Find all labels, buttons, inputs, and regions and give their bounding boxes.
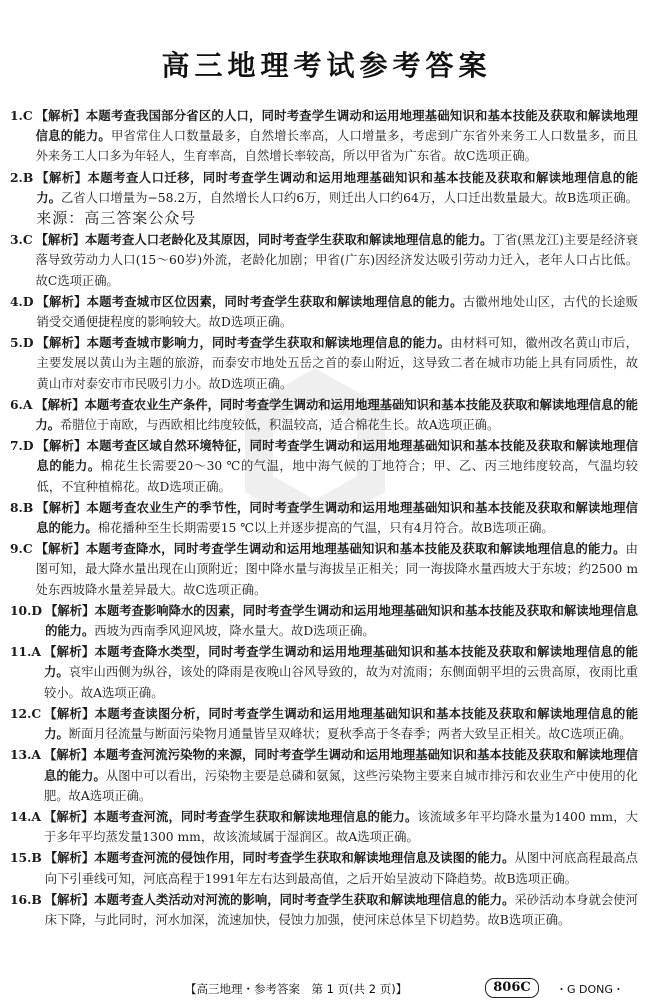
answer-body xyxy=(45,890,638,930)
analysis-text: 由图可知，最大降水量出现在山顶附近；图中降水量与海拔呈正相关；同一海拔降水量西坡大于东坡；约2500 m处东西坡降水量差异最大。故C选项正确。 xyxy=(35,542,638,597)
analysis-tag: 【解析】 xyxy=(35,396,85,412)
analysis-text: 棉花生长需要20～30 ℃的气温，地中海气候的丁地符合；甲、乙、丙三地纬度较高，气温均较低，不宜种植棉花。故D选项正确。 xyxy=(36,459,638,494)
answer-body xyxy=(37,436,638,497)
answer-body xyxy=(44,704,638,744)
answer-number: 16.B xyxy=(10,891,42,907)
analysis-tag: 【解析】 xyxy=(35,108,86,123)
answer-item xyxy=(10,539,638,600)
answer-body xyxy=(45,601,638,641)
analysis-tag: 【解析】 xyxy=(43,644,95,660)
answer-number: 6.A xyxy=(10,396,33,412)
answer-number: 8.B xyxy=(10,499,34,515)
analysis-tag: 【解析】 xyxy=(43,747,94,763)
analysis-text: 西坡为西南季风迎风坡，降水量大。故D选项正确。 xyxy=(94,624,375,639)
footer-brand: ・G DONG・ xyxy=(556,983,624,996)
answer-item xyxy=(10,333,638,394)
analysis-stem: 本题考查降水类型，同时考查学生调动和运用地理基础知识和基本技能及获取和解读地理信息的能力。 xyxy=(43,644,638,680)
answer-body xyxy=(36,230,638,291)
analysis-text: 该流域多年平均降水量为1400 mm，大于多年平均蒸发量1300 mm，故该流域属于湿润区。故A选项正确。 xyxy=(43,809,638,845)
footer-page-info: 【高三地理・参考答案 第 1 页(共 2 页)】 xyxy=(185,982,408,996)
answer-body xyxy=(37,292,638,332)
analysis-stem: 本题考查城市影响力，同时考查学生获取和解读地理信息的能力。 xyxy=(86,335,451,351)
analysis-tag: 【解析】 xyxy=(36,169,88,185)
analysis-tag: 【解析】 xyxy=(44,705,95,721)
analysis-text: 棉花播种至生长期需要15 ℃以上并逐步提高的气温，只有4月符合。故B选项正确。 xyxy=(97,521,554,536)
answer-item xyxy=(10,601,638,641)
analysis-text: 哀牢山西侧为纵谷，该处的降雨是夜晚山谷风导致的，故为对流雨；东侧面朝平坦的云贵高原，夜雨比重较小。故A选项正确。 xyxy=(43,665,638,700)
analysis-stem: 本题考查读图分析，同时考查学生调动和运用地理基础知识和基本技能及获取和解读地理信息的能力。 xyxy=(44,705,638,742)
analysis-text: 从图中河底高程最高点向下引垂线可知，河底高程于1991年左右达到最高值，之后开始呈波动下降趋势。故B选项正确。 xyxy=(44,851,638,886)
answer-body xyxy=(44,642,638,703)
analysis-text: 从图中可以看出，污染物主要是总磷和氨氮，这些污染物主要来自城市排污和农业生产中使用的化肥。故A选项正确。 xyxy=(43,768,638,803)
analysis-stem: 本题考查农业生产的季节性，同时考查学生调动和运用地理基础知识和基本技能及获取和解读地理信息的能力。 xyxy=(36,499,638,536)
answer-number: 11.A xyxy=(10,644,41,660)
answer-item xyxy=(10,745,638,806)
analysis-tag: 【解析】 xyxy=(36,438,87,454)
page-title: 高三地理考试参考答案 xyxy=(161,49,492,82)
answer-body xyxy=(45,848,638,888)
answer-item xyxy=(10,230,638,291)
analysis-text: 由材料可知，徽州改名黄山市后，主要发展以黄山为主题的旅游，而泰安市地处五岳之首的泰山附近，这导致二者在城市功能上具有同质性，故黄山市对泰安市市民吸引力小。故D选项正确。 xyxy=(36,336,638,391)
answer-item xyxy=(10,106,638,167)
answer-number: 5.D xyxy=(10,335,34,351)
answer-item xyxy=(10,292,638,332)
analysis-stem: 本题考查区域自然环境特征，同时考查学生调动和运用地理基础知识和基本技能及获取和解读地理信息的能力。 xyxy=(36,438,638,474)
analysis-tag: 【解析】 xyxy=(36,335,87,351)
answer-body xyxy=(36,106,638,167)
answer-number: 14.A xyxy=(10,808,41,824)
answer-body xyxy=(36,168,638,230)
analysis-text: 采砂活动本身就会使河床下降，与此同时，河水加深，流速加快，侵蚀力加强，使河床总体呈下切趋势。故B选项正确。 xyxy=(44,892,638,927)
analysis-stem: 本题考查人口老龄化及其原因，同时考查学生获取和解读地理信息的能力。 xyxy=(85,232,493,248)
answer-body xyxy=(44,807,638,847)
answer-number: 2.B xyxy=(10,169,34,185)
answer-number: 3.C xyxy=(10,232,33,248)
answer-body xyxy=(36,539,638,600)
analysis-tag: 【解析】 xyxy=(36,293,87,309)
answer-item xyxy=(10,890,638,930)
footer-exam-code: 806C xyxy=(485,978,539,998)
analysis-text: 乙省人口增量为−58.2万，自然增长人口约6万，则迁出人口约64万，人口迁出数量最大。故B选项正确。 xyxy=(60,190,638,205)
answer-number: 9.C xyxy=(10,541,33,557)
answer-number: 1.C xyxy=(10,108,33,123)
answer-list xyxy=(10,106,638,931)
answer-item xyxy=(10,498,638,538)
answer-number: 15.B xyxy=(10,850,42,866)
analysis-stem: 本题考查人口迁移，同时考查学生调动和运用地理基础知识和基本技能及获取和解读地理信息的能力。 xyxy=(36,169,638,205)
answer-item xyxy=(10,436,638,497)
answer-number: 4.D xyxy=(10,293,34,309)
answer-body xyxy=(37,333,638,394)
answer-body xyxy=(36,498,638,538)
answer-item xyxy=(10,642,638,703)
analysis-text: 甲省常住人口数量最多，自然增长率高，人口增量多，考虑到广东省外来务工人口数量多，而且外来务工人口多为年轻人，生育率高，自然增长率较高，所以甲省为广东省。故C选项正确。 xyxy=(35,129,638,164)
answer-body xyxy=(35,395,638,435)
analysis-stem: 本题考查人类活动对河流的影响，同时考查学生获取和解读地理信息的能力。 xyxy=(94,891,515,907)
analysis-text: 古徽州地处山区，古代的长途贩销受交通便捷程度的影响较大。故D选项正确。 xyxy=(36,294,638,330)
analysis-tag: 【解析】 xyxy=(35,232,86,248)
analysis-tag: 【解析】 xyxy=(44,850,95,866)
analysis-stem: 本题考查河流污染物的来源，同时考查学生调动和运用地理基础知识和基本技能及获取和解读地理信息的能力。 xyxy=(43,747,638,783)
analysis-text: 丁省(黑龙江)主要是经济衰落导致劳动力人口(15～60岁)外流，老龄化加剧；甲省(广东)因经济发达吸引劳动力迁入，老年人口占比低。故C选项正确。 xyxy=(35,233,638,288)
analysis-stem: 本题考查农业生产条件，同时考查学生调动和运用地理基础知识和基本技能及获取和解读地理信息的能力。 xyxy=(35,396,638,433)
analysis-tag: 【解析】 xyxy=(45,602,95,618)
analysis-tag: 【解析】 xyxy=(35,541,86,557)
analysis-stem: 本题考查影响降水的因素，同时考查学生调动和运用地理基础知识和基本技能及获取和解读地理信息的能力。 xyxy=(45,602,638,639)
answer-number: 10.D xyxy=(10,602,43,618)
source-note: 来源：高三答案公众号 xyxy=(36,209,197,228)
analysis-tag: 【解析】 xyxy=(43,808,94,824)
answer-item xyxy=(10,848,638,888)
answer-item xyxy=(10,704,638,744)
answer-body xyxy=(44,745,638,806)
answer-item xyxy=(10,807,638,847)
analysis-stem: 本题考查降水，同时考查学生调动和运用地理基础知识和基本技能及获取和解读地理信息的能力。 xyxy=(85,541,626,557)
answer-number: 7.D xyxy=(10,438,34,454)
answer-item xyxy=(10,395,638,435)
analysis-text: 断面月径流量与断面污染物月通量皆呈双峰状；夏秋季高于冬春季；两者大致呈正相关。故C选项正确。 xyxy=(68,727,632,742)
analysis-stem: 本题考查城市区位因素，同时考查学生获取和解读地理信息的能力。 xyxy=(86,293,463,309)
analysis-tag: 【解析】 xyxy=(36,499,87,515)
analysis-stem: 本题考查我国部分省区的人口，同时考查学生调动和运用地理基础知识和基本技能及获取和解读地理信息的能力。 xyxy=(35,108,638,144)
answer-number: 13.A xyxy=(10,747,41,763)
analysis-stem: 本题考查河流的侵蚀作用，同时考查学生获取和解读地理信息及读图的能力。 xyxy=(94,850,515,866)
analysis-tag: 【解析】 xyxy=(44,891,95,907)
analysis-text: 希腊位于南欧，与西欧相比纬度较低，积温较高，适合棉花生长。故A选项正确。 xyxy=(60,418,500,433)
answer-item xyxy=(10,168,638,230)
page-footer xyxy=(0,978,653,1000)
analysis-stem: 本题考查河流，同时考查学生获取和解读地理信息的能力。 xyxy=(93,808,418,824)
answer-number: 12.C xyxy=(10,705,42,721)
